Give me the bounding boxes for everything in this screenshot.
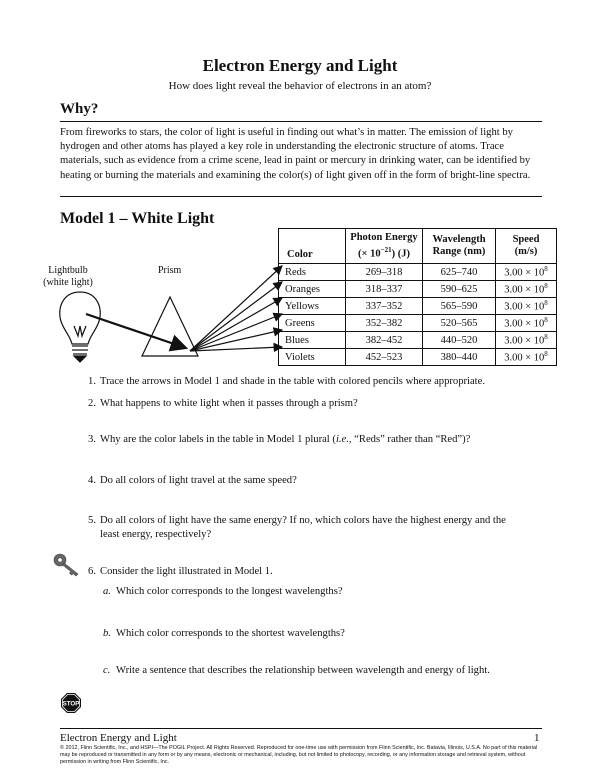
question-6b: Which color corresponds to the shortest wavelengths?	[116, 628, 345, 639]
cell-speed: $3.00 \times 10^8$	[496, 315, 557, 332]
stop-sign-icon	[60, 692, 82, 714]
table-row	[279, 281, 557, 298]
white-light-arrow	[86, 314, 186, 348]
question-6: Consider the light illustrated in Model 1.	[100, 566, 273, 577]
cell-energy: 337–352	[346, 298, 423, 315]
page-title: Electron Energy and Light	[202, 56, 398, 75]
table-header-row	[279, 229, 557, 264]
cell-wavelength: 590–625	[423, 281, 496, 298]
svg-text:STOP: STOP	[62, 700, 80, 708]
footer-divider	[60, 728, 542, 729]
why-heading: Why?	[60, 101, 99, 117]
question-number: 2.	[88, 398, 96, 409]
subquestion-label: a.	[103, 586, 111, 597]
prism-label: Prism	[158, 265, 182, 276]
copyright-notice: © 2012, Flinn Scientific, Inc., and HSPI—The POGIL Project. All Rights Reserved. Reproduced for one-time use with permission from Flinn Scientific, Inc. Batavia, Illinois, U.S.A. No part of this material may be reproduced or transmitted in any form or by any means, electronic or mechanical, including, but not limited to photocopy, recording, or any information storage and retrieval system, without permission in writing from Flinn Scientific, Inc.	[60, 745, 538, 766]
model-heading: Model 1 – White Light	[60, 210, 215, 227]
arrow-yellows	[190, 298, 282, 351]
cell-wavelength: 625–740	[423, 264, 496, 281]
cell-wavelength: 520–565	[423, 315, 496, 332]
footer-title: Electron Energy and Light	[60, 732, 177, 744]
cell-color: Violets	[279, 349, 346, 366]
question-2: What happens to white light when it passes through a prism?	[100, 398, 358, 409]
lightbulb-icon	[60, 292, 101, 362]
cell-color: Reds	[279, 264, 346, 281]
cell-color: Greens	[279, 315, 346, 332]
question-number: 6.	[88, 566, 96, 577]
cell-speed: $3.00 \times 10^8$	[496, 264, 557, 281]
table-row	[279, 315, 557, 332]
lightbulb-label: Lightbulb (white light)	[43, 265, 93, 288]
question-4: Do all colors of light travel at the same speed?	[100, 475, 297, 486]
table-row	[279, 349, 557, 366]
cell-energy: 382–452	[346, 332, 423, 349]
col-speed: Speed (m/s)	[496, 229, 557, 264]
question-6c: Write a sentence that describes the relationship between wavelength and energy of light.	[116, 665, 490, 676]
cell-speed: $3.00 \times 10^8$	[496, 349, 557, 366]
question-3: Why are the color labels in the table in Model 1 plural (i.e., “Reds” rather than “Red”)?	[100, 434, 471, 445]
page-subtitle: How does light reveal the behavior of electrons in an atom?	[168, 80, 432, 92]
cell-wavelength: 565–590	[423, 298, 496, 315]
key-icon	[52, 552, 82, 578]
question-number: 3.	[88, 434, 96, 445]
question-number: 1.	[88, 376, 96, 387]
question-6a: Which color corresponds to the longest wavelengths?	[116, 586, 343, 597]
arrow-reds	[190, 266, 282, 351]
question-number: 5.	[88, 515, 96, 526]
col-wavelength: Wavelength Range (nm)	[423, 229, 496, 264]
question-5: Do all colors of light have the same energy? If no, which colors have the highest energy and the least energy, respectively?	[100, 515, 506, 540]
cell-color: Yellows	[279, 298, 346, 315]
question-number: 4.	[88, 475, 96, 486]
cell-wavelength: 380–440	[423, 349, 496, 366]
cell-color: Blues	[279, 332, 346, 349]
spectrum-arrows	[190, 266, 282, 351]
table-row	[279, 298, 557, 315]
prism-icon	[142, 297, 198, 356]
cell-energy: 352–382	[346, 315, 423, 332]
table-row	[279, 332, 557, 349]
col-energy: Photon Energy (× $10^{-21}$) (J)	[346, 229, 423, 264]
question-1: Trace the arrows in Model 1 and shade in the table with colored pencils where appropriate.	[100, 376, 485, 387]
cell-energy: 269–318	[346, 264, 423, 281]
arrow-greens	[190, 314, 282, 351]
model-table	[278, 228, 557, 366]
col-color: Color	[279, 229, 346, 264]
page-number: 1	[534, 732, 540, 744]
cell-speed: $3.00 \times 10^8$	[496, 298, 557, 315]
table-row	[279, 264, 557, 281]
cell-energy: 452–523	[346, 349, 423, 366]
cell-speed: $3.00 \times 10^8$	[496, 281, 557, 298]
why-paragraph: From fireworks to stars, the color of light is useful in finding out what’s in matter. The emission of light by hydrogen and other atoms has played a key role in understanding the electronic structure of atoms. Trace materials, such as evidence from a crime scene, lead in paint or mercury in drinking water, can be identified by heating or burning the materials and examining the color(s) of light given off in the form of bright-line spectra.	[60, 127, 531, 181]
subquestion-label: c.	[103, 665, 111, 676]
cell-energy: 318–337	[346, 281, 423, 298]
cell-wavelength: 440–520	[423, 332, 496, 349]
subquestion-label: b.	[103, 628, 111, 639]
cell-color: Oranges	[279, 281, 346, 298]
cell-speed: $3.00 \times 10^8$	[496, 332, 557, 349]
